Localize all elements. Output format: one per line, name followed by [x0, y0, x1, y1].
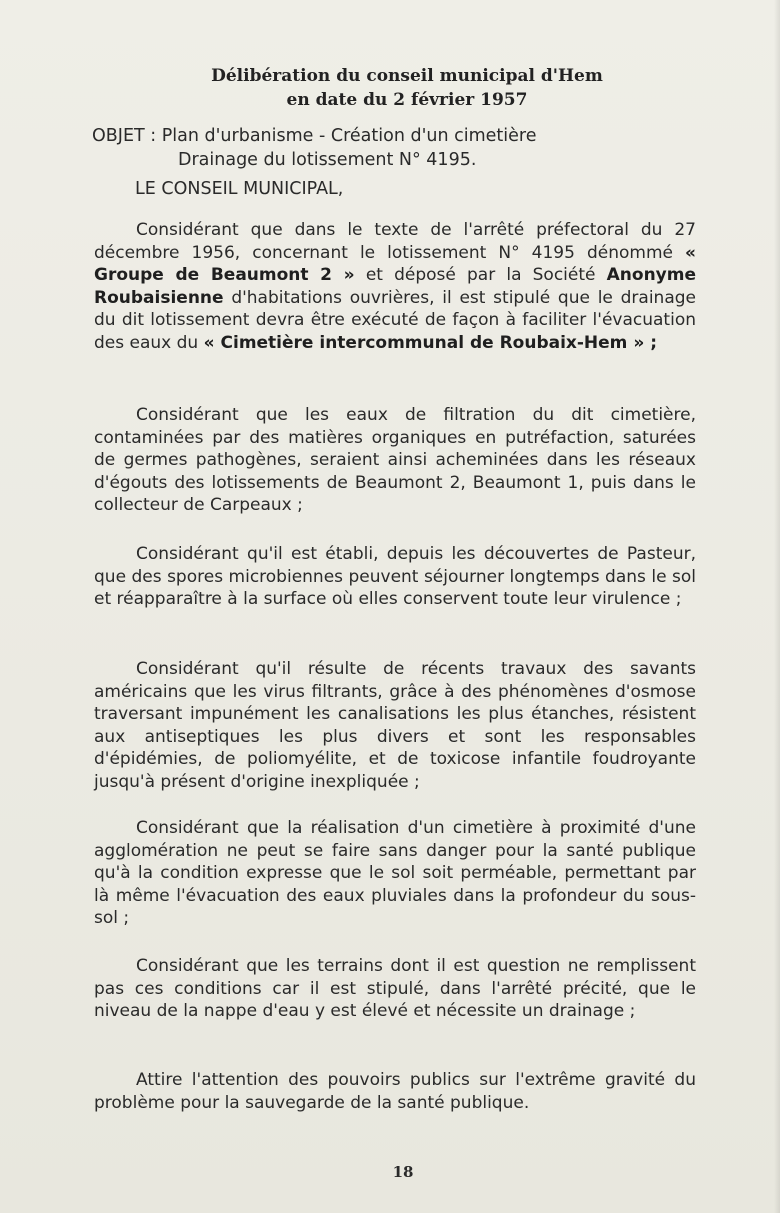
paragraph-5: Considérant que la réalisation d'un cimetière à proximité d'une agglomération ne peut se faire sans danger pour la santé publique qu'à la condition expresse que le sol soit perméable, permettant par là même l'évacuation des eaux pluviales dans la profondeur du sous-sol ;: [94, 818, 696, 929]
paragraph-7: Attire l'attention des pouvoirs publics sur l'extrême gravité du problème pour la sauvegarde de la santé publique.: [94, 1070, 696, 1113]
paragraph-3: Considérant qu'il est établi, depuis les découvertes de Pasteur, que des spores microbiennes peuvent séjourner longtemps dans le sol et réapparaître à la surface où elles conservent toute leur virulence ;: [94, 544, 696, 610]
council-heading: LE CONSEIL MUNICIPAL,: [135, 179, 344, 199]
paragraph-2: Considérant que les eaux de filtration du dit cimetière, contaminées par des matières organiques en putréfaction, saturées de germes pathogènes, seraient ainsi acheminées dans les réseaux d'égouts des lotissements de Beaumont 2, Beaumont 1, puis dans le collecteur de Carpeaux ;: [94, 405, 696, 516]
title-line-1: Délibération du conseil municipal d'Hem: [211, 66, 603, 86]
document-title: [0, 64, 780, 112]
paragraph-1-groupe-beaumont: « Groupe de Beaumont 2 »: [94, 242, 696, 286]
page-number: 18: [392, 1163, 414, 1181]
paragraph-1-part-e: d'habitations ouvrières, il est stipulé que le drainage du dit lotissement devra être exécuté de façon à faciliter l'évacuation des eaux du: [94, 287, 696, 353]
paragraph-4: Considérant qu'il résulte de récents travaux des savants américains que les virus filtrants, grâce à des phénomènes d'osmose traversant impunément les canalisations les plus étanches, résistent aux antiseptiques les plus divers et sont les responsables d'épidémies, de poliomyélite, et de toxicose infantile foudroyante jusqu'à présent d'origine inexpliquée ;: [94, 659, 696, 792]
objet-block: [92, 124, 712, 172]
title-line-2: en date du 2 février 1957: [286, 90, 528, 110]
paragraph-1-anonyme-roubaisienne: Anonyme Roubaisienne: [94, 265, 696, 308]
paragraph-1-cimetiere-intercommunal: « Cimetière intercommunal de Roubaix-Hem » ;: [203, 332, 658, 353]
objet-line-1: OBJET : Plan d'urbanisme - Création d'un cimetière: [92, 126, 537, 146]
paragraph-1-part-c: et déposé par la Société: [354, 265, 607, 286]
paragraph-6: Considérant que les terrains dont il est question ne remplissent pas ces conditions car il est stipulé, dans l'arrêté précité, que le niveau de la nappe d'eau y est élevé et nécessite un drainage ;: [94, 956, 696, 1022]
paragraph-1-part-a: Considérant que dans le texte de l'arrêté préfectoral du 27 décembre 1956, concernant le lotissement N° 4195 dénommé: [94, 220, 696, 263]
paragraph-1: [94, 219, 696, 355]
objet-line-2: Drainage du lotissement N° 4195.: [178, 150, 477, 170]
